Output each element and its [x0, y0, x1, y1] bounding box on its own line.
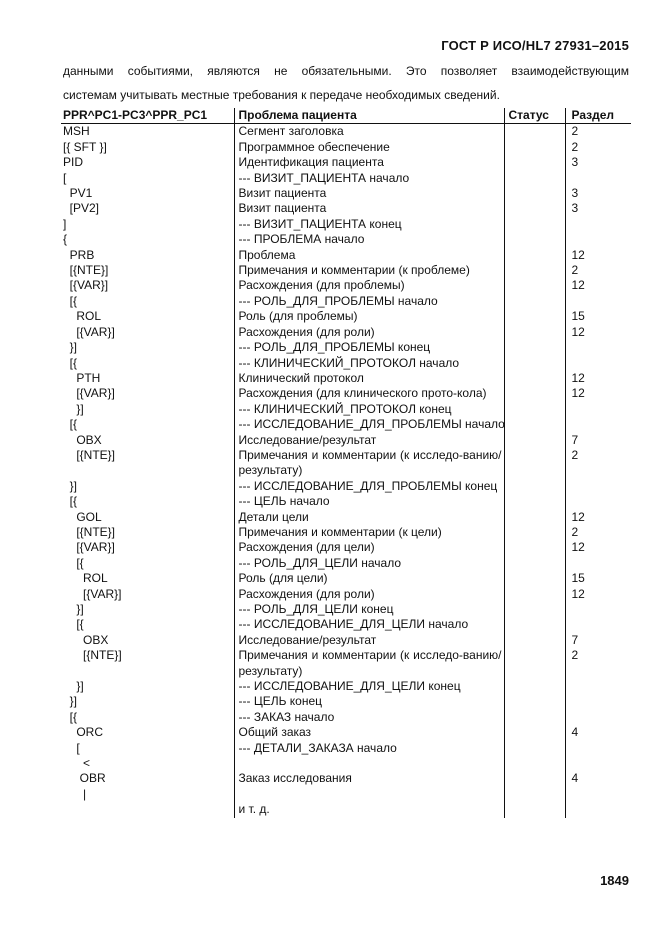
segment-cell: [{VAR}] [63, 324, 115, 339]
status-cell [504, 448, 565, 479]
chapter-cell: 4 [565, 771, 631, 786]
table-row [61, 633, 631, 648]
chapter-cell: 12 [565, 540, 631, 555]
chapter-cell: 12 [565, 587, 631, 602]
segment-cell: [{NTE}] [63, 447, 116, 462]
chapter-cell [565, 171, 631, 186]
status-cell [504, 201, 565, 216]
segment-cell: ROL [63, 309, 102, 324]
chapter-cell: 12 [565, 278, 631, 293]
segment-cell: { [63, 232, 68, 247]
table-row [61, 371, 631, 386]
status-cell [504, 694, 565, 709]
chapter-cell [565, 602, 631, 617]
description-cell: Программное обеспечение [234, 140, 504, 155]
table-row [61, 741, 631, 756]
segment-cell: OBX [63, 632, 109, 647]
chapter-cell: 2 [565, 263, 631, 278]
segment-cell: ROL [63, 571, 108, 586]
segment-cell: [{ SFT }] [63, 139, 107, 154]
segment-cell: [{VAR}] [63, 540, 115, 555]
description-cell: --- КЛИНИЧЕСКИЙ_ПРОТОКОЛ конец [234, 402, 504, 417]
segment-cell: [{NTE}] [63, 263, 109, 278]
chapter-cell [565, 710, 631, 725]
segment-cell: ORC [63, 725, 104, 740]
status-cell [504, 633, 565, 648]
description-cell: Сегмент заголовка [234, 124, 504, 140]
description-cell: Примечания и комментарии (к проблеме) [234, 263, 504, 278]
status-cell [504, 248, 565, 263]
table-row [61, 433, 631, 448]
description-cell: --- КЛИНИЧЕСКИЙ_ПРОТОКОЛ начало [234, 356, 504, 371]
status-cell [504, 741, 565, 756]
status-cell [504, 725, 565, 740]
chapter-cell: 12 [565, 325, 631, 340]
table-row [61, 263, 631, 278]
chapter-cell: 15 [565, 309, 631, 324]
chapter-cell: 3 [565, 186, 631, 201]
status-cell [504, 171, 565, 186]
status-cell [504, 263, 565, 278]
table-row [61, 648, 631, 679]
segment-cell: PID [63, 155, 84, 170]
segment-cell: [{ [63, 355, 78, 370]
description-cell: Проблема [234, 248, 504, 263]
description-cell: Визит пациента [234, 186, 504, 201]
segment-cell: | [63, 786, 87, 801]
chapter-cell: 12 [565, 386, 631, 401]
segment-cell: [PV2] [63, 201, 100, 216]
segment-cell: }] [63, 679, 84, 694]
chapter-cell [565, 356, 631, 371]
chapter-cell: 15 [565, 571, 631, 586]
chapter-cell [565, 694, 631, 709]
status-cell [504, 155, 565, 170]
table-row [61, 571, 631, 586]
description-cell: Идентификация пациента [234, 155, 504, 170]
document-header: ГОСТ Р ИСО/HL7 27931–2015 [441, 38, 629, 53]
chapter-cell [565, 679, 631, 694]
table-row [61, 325, 631, 340]
table-row [61, 540, 631, 555]
description-cell: Исследование/результат [234, 433, 504, 448]
status-cell [504, 679, 565, 694]
segment-cell: [{ [63, 555, 84, 570]
segment-cell: [{VAR}] [63, 278, 109, 293]
chapter-cell [565, 232, 631, 247]
table-row [61, 587, 631, 602]
status-cell [504, 186, 565, 201]
description-cell: Примечания и комментарии (к цели) [234, 525, 504, 540]
chapter-cell: 3 [565, 201, 631, 216]
description-cell: Расхождения (для роли) [234, 325, 504, 340]
segment-cell: [{VAR}] [63, 386, 115, 401]
column-header-chapter: Раздел [565, 108, 631, 124]
segment-cell: }] [63, 478, 78, 493]
segment-cell: [{ [63, 709, 78, 724]
description-cell: --- ЗАКАЗ начало [234, 710, 504, 725]
status-cell [504, 602, 565, 617]
description-cell: --- РОЛЬ_ДЛЯ_ЦЕЛИ начало [234, 556, 504, 571]
status-cell [504, 756, 565, 771]
table-row [61, 602, 631, 617]
chapter-cell: 12 [565, 248, 631, 263]
column-header-message-type: PPR^PC1-PC3^PPR_PC1 [61, 108, 234, 124]
table-row [61, 787, 631, 802]
table-row [61, 402, 631, 417]
table-row [61, 802, 631, 817]
chapter-cell [565, 802, 631, 817]
description-cell: --- РОЛЬ_ДЛЯ_ПРОБЛЕМЫ конец [234, 340, 504, 355]
segment-cell: PRB [63, 247, 95, 262]
chapter-cell: 2 [565, 648, 631, 679]
status-cell [504, 802, 565, 817]
table-row [61, 278, 631, 293]
status-cell [504, 232, 565, 247]
segment-cell: }] [63, 694, 78, 709]
segment-cell: MSH [63, 124, 90, 139]
description-cell: --- ИССЛЕДОВАНИЕ_ДЛЯ_ПРОБЛЕМЫ конец [234, 479, 504, 494]
chapter-cell: 12 [565, 371, 631, 386]
message-structure-table [61, 108, 631, 818]
chapter-cell [565, 402, 631, 417]
description-cell: и т. д. [234, 802, 504, 817]
description-cell: --- ЦЕЛЬ начало [234, 494, 504, 509]
description-cell: --- ВИЗИТ_ПАЦИЕНТА конец [234, 217, 504, 232]
chapter-cell: 4 [565, 725, 631, 740]
segment-cell: [ [63, 170, 67, 185]
segment-cell: GOL [63, 509, 102, 524]
chapter-cell [565, 494, 631, 509]
table-row [61, 710, 631, 725]
description-cell [234, 787, 504, 802]
chapter-cell [565, 217, 631, 232]
segment-cell: [{ [63, 417, 78, 432]
segment-cell: }] [63, 602, 84, 616]
segment-cell: }] [63, 401, 84, 416]
chapter-cell [565, 756, 631, 771]
status-cell [504, 433, 565, 448]
segment-cell: < [63, 756, 91, 771]
status-cell [504, 294, 565, 309]
status-cell [504, 617, 565, 632]
table-row [61, 171, 631, 186]
chapter-cell [565, 741, 631, 756]
chapter-cell: 2 [565, 525, 631, 540]
table-row [61, 617, 631, 632]
intro-text-line-1: данными событиями, являются не обязательными. Это позволяет взаимодействующим [63, 64, 629, 78]
status-cell [504, 217, 565, 232]
segment-cell: [ [63, 740, 80, 755]
segment-cell: [{NTE}] [63, 648, 122, 663]
table-row [61, 725, 631, 740]
description-cell: --- РОЛЬ_ДЛЯ_ПРОБЛЕМЫ начало [234, 294, 504, 309]
chapter-cell: 2 [565, 124, 631, 140]
chapter-cell: 2 [565, 140, 631, 155]
status-cell [504, 124, 565, 140]
chapter-cell [565, 340, 631, 355]
status-cell [504, 356, 565, 371]
status-cell [504, 325, 565, 340]
table-row [61, 124, 631, 140]
description-cell: Расхождения (для цели) [234, 540, 504, 555]
status-cell [504, 710, 565, 725]
status-cell [504, 525, 565, 540]
status-cell [504, 787, 565, 802]
table-row [61, 556, 631, 571]
table-row [61, 448, 631, 479]
table-row [61, 510, 631, 525]
status-cell [504, 648, 565, 679]
description-cell: Клинический протокол [234, 371, 504, 386]
description-cell: Примечания и комментарии (к исследо-ванию/результату) [234, 448, 504, 479]
chapter-cell [565, 556, 631, 571]
table-row [61, 217, 631, 232]
status-cell [504, 371, 565, 386]
status-cell [504, 340, 565, 355]
chapter-cell [565, 479, 631, 494]
chapter-cell [565, 294, 631, 309]
segment-cell: PTH [63, 370, 101, 385]
table-row [61, 340, 631, 355]
table-row [61, 386, 631, 401]
status-cell [504, 278, 565, 293]
description-cell: Общий заказ [234, 725, 504, 740]
status-cell [504, 402, 565, 417]
description-cell: Заказ исследования [234, 771, 504, 786]
description-cell: --- ДЕТАЛИ_ЗАКАЗА начало [234, 741, 504, 756]
description-cell: Роль (для проблемы) [234, 309, 504, 324]
status-cell [504, 540, 565, 555]
description-cell: Расхождения (для клинического прото-кола) [234, 386, 504, 401]
segment-cell [61, 802, 234, 817]
table-row [61, 140, 631, 155]
chapter-cell [565, 617, 631, 632]
description-cell: --- ЦЕЛЬ конец [234, 694, 504, 709]
table-row [61, 232, 631, 247]
chapter-cell: 12 [565, 510, 631, 525]
status-cell [504, 556, 565, 571]
description-cell: --- ИССЛЕДОВАНИЕ_ДЛЯ_ЦЕЛИ конец [234, 679, 504, 694]
segment-cell: [{VAR}] [63, 586, 122, 601]
table-row [61, 525, 631, 540]
table-header-row [61, 108, 631, 124]
chapter-cell: 3 [565, 155, 631, 170]
table-row [61, 494, 631, 509]
column-header-status: Статус [504, 108, 565, 124]
description-cell: Расхождения (для роли) [234, 587, 504, 602]
table-row [61, 479, 631, 494]
description-cell: --- ВИЗИТ_ПАЦИЕНТА начало [234, 171, 504, 186]
table-row [61, 756, 631, 771]
chapter-cell [565, 787, 631, 802]
table-row [61, 356, 631, 371]
chapter-cell: 7 [565, 633, 631, 648]
chapter-cell: 7 [565, 433, 631, 448]
segment-cell: OBR [63, 771, 106, 786]
description-cell: Исследование/результат [234, 633, 504, 648]
status-cell [504, 510, 565, 525]
segment-cell: [{ [63, 617, 84, 632]
table-row [61, 186, 631, 201]
description-cell: --- РОЛЬ_ДЛЯ_ЦЕЛИ конец [234, 602, 504, 617]
segment-cell: [{ [63, 494, 78, 509]
description-cell: --- ИССЛЕДОВАНИЕ_ДЛЯ_ПРОБЛЕМЫ начало [234, 417, 504, 432]
description-cell: Детали цели [234, 510, 504, 525]
description-cell: --- ПРОБЛЕМА начало [234, 232, 504, 247]
description-cell: Роль (для цели) [234, 571, 504, 586]
status-cell [504, 571, 565, 586]
status-cell [504, 309, 565, 324]
segment-cell: OBX [63, 432, 102, 447]
table-row [61, 248, 631, 263]
status-cell [504, 494, 565, 509]
table-row [61, 679, 631, 694]
description-cell [234, 756, 504, 771]
description-cell: Примечания и комментарии (к исследо-ванию/результату) [234, 648, 504, 679]
page-number: 1849 [600, 873, 629, 888]
column-header-description: Проблема пациента [234, 108, 504, 124]
segment-cell: }] [63, 340, 78, 355]
table-row [61, 771, 631, 786]
table-row [61, 309, 631, 324]
table-row [61, 294, 631, 309]
segment-cell: [{NTE}] [63, 524, 116, 539]
status-cell [504, 140, 565, 155]
description-cell: --- ИССЛЕДОВАНИЕ_ДЛЯ_ЦЕЛИ начало [234, 617, 504, 632]
chapter-cell [565, 417, 631, 432]
chapter-cell: 2 [565, 448, 631, 479]
table-row [61, 201, 631, 216]
status-cell [504, 479, 565, 494]
segment-cell: PV1 [63, 186, 93, 201]
segment-cell: [{ [63, 293, 78, 308]
status-cell [504, 417, 565, 432]
description-cell: Расхождения (для проблемы) [234, 278, 504, 293]
description-cell: Визит пациента [234, 201, 504, 216]
status-cell [504, 587, 565, 602]
status-cell [504, 771, 565, 786]
table-row [61, 694, 631, 709]
intro-text-line-2: системам учитывать местные требования к передаче необходимых сведений. [63, 88, 500, 102]
table-row [61, 417, 631, 432]
segment-cell: ] [63, 216, 67, 231]
status-cell [504, 386, 565, 401]
table-row [61, 155, 631, 170]
